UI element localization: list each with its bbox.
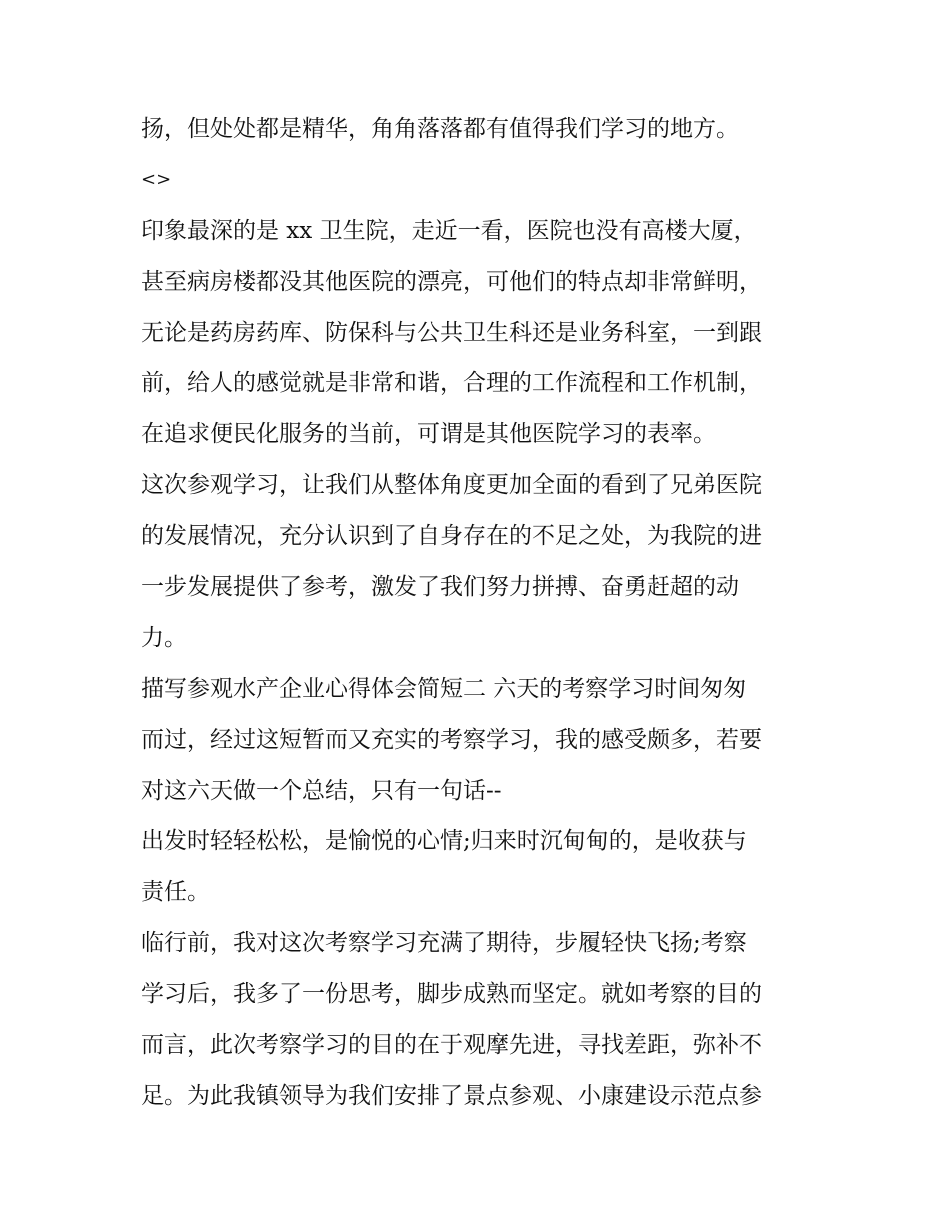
text-line: 的发展情况，充分认识到了自身存在的不足之处，为我院的进: [141, 523, 762, 550]
text-line: 力。: [141, 624, 187, 651]
document-body: [141, 104, 821, 1122]
text-line: 而言，此次考察学习的目的在于观摩先进，寻找差距，弥补不: [141, 1032, 762, 1059]
text-line: 无论是药房药库、防保科与公共卫生科还是业务科室，一到跟: [141, 319, 762, 346]
text-line: 责任。: [141, 879, 210, 906]
text-line: 足。为此我镇领导为我们安排了景点参观、小康建设示范点参: [141, 1082, 762, 1109]
text-line: 学习后，我多了一份思考，脚步成熟而坚定。就如考察的目的: [141, 981, 762, 1008]
text-line: 扬，但处处都是精华，角角落落都有值得我们学习的地方。: [141, 116, 739, 142]
text-line: <>: [141, 168, 172, 190]
text-line: 在追求便民化服务的当前，可谓是其他医院学习的表率。: [141, 421, 716, 448]
text-line: 描写参观水产企业心得体会简短二 六天的考察学习时间匆匆: [141, 675, 747, 702]
text-line: 而过，经过这短暂而又充实的考察学习，我的感受颇多，若要: [141, 726, 762, 753]
text-line: 临行前，我对这次考察学习充满了期待，步履轻快飞扬;考察: [141, 930, 747, 957]
text-line: 一步发展提供了参考，激发了我们努力拼搏、奋勇赶超的动: [141, 574, 739, 601]
text-line: 这次参观学习，让我们从整体角度更加全面的看到了兄弟医院: [141, 472, 762, 499]
text-line: 甚至病房楼都没其他医院的漂亮，可他们的特点却非常鲜明，: [141, 268, 762, 295]
text-line: 出发时轻轻松松，是愉悦的心情;归来时沉甸甸的，是收获与: [141, 828, 747, 855]
text-line: 前，给人的感觉就是非常和谐，合理的工作流程和工作机制，: [141, 370, 762, 397]
text-line: 对这六天做一个总结，只有一句话--: [141, 777, 502, 804]
text-line: 印象最深的是 xx 卫生院，走近一看，医院也没有高楼大厦，: [141, 217, 757, 244]
